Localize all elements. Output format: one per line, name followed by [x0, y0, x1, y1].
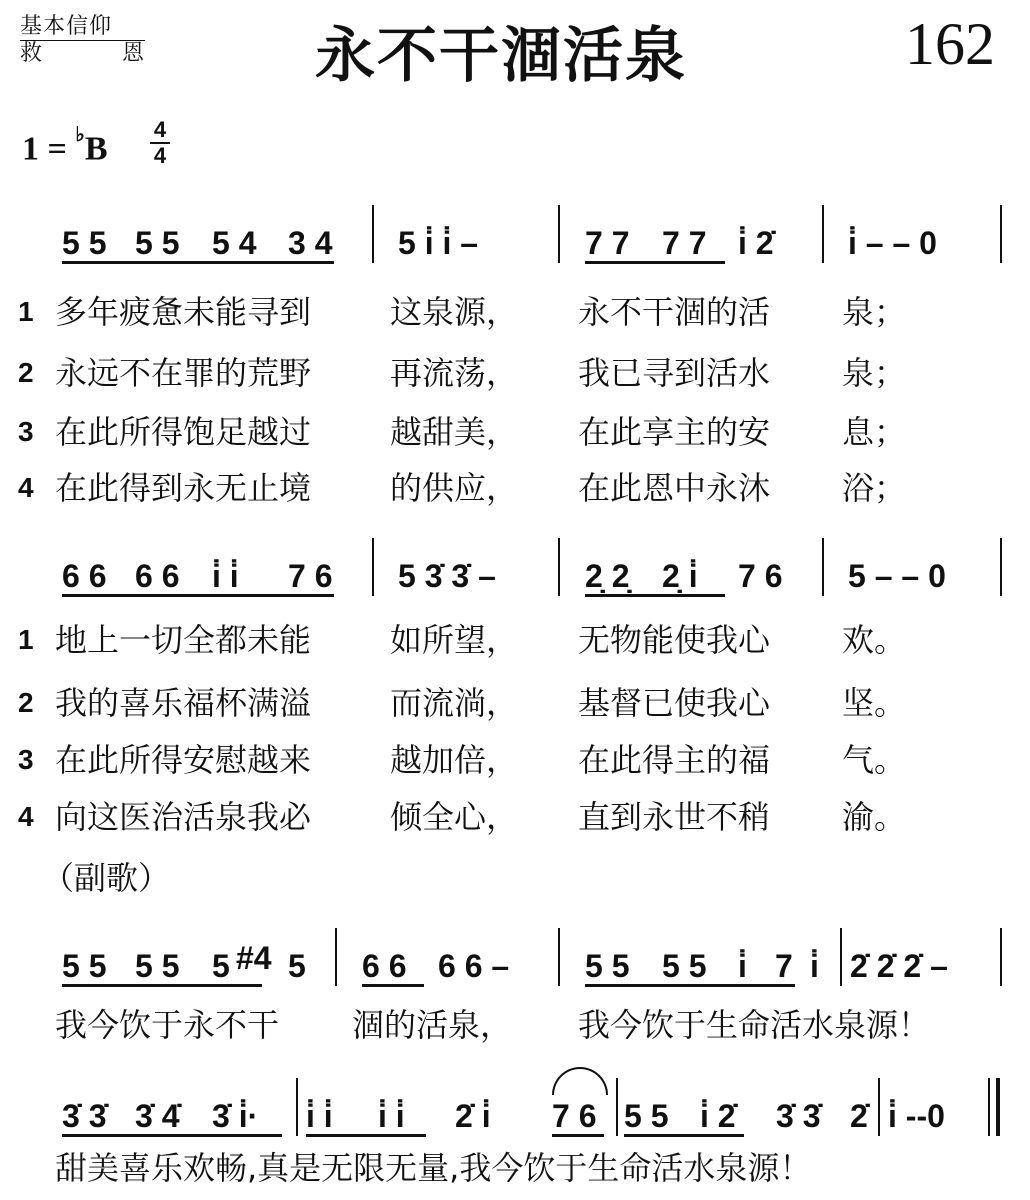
lyric: 向这医治活泉我必 [55, 798, 312, 836]
note-group: 5 4 [212, 225, 257, 261]
note-group: 5 – – 0 [848, 558, 946, 594]
lyric: 渝。 [842, 798, 907, 836]
beam-underline [552, 1134, 604, 1137]
note-group: 2̇ [850, 1098, 868, 1134]
lyric: 永远不在罪的荒野 [55, 354, 312, 392]
category-top: 基本信仰 [20, 14, 145, 41]
time-signature [150, 118, 170, 168]
lyric: 坚。 [842, 684, 907, 722]
note-group: 5 3̇ 3̇ – [398, 558, 496, 594]
note-group: i̇ i̇ [378, 1098, 405, 1134]
lyric: 倾全心， [390, 798, 519, 836]
hymn-title: 永不干涸活泉 [315, 21, 687, 91]
note-group: i̇ 2̇ [700, 1098, 736, 1134]
lyric: 欢。 [842, 621, 907, 659]
lyric: 泉； [842, 354, 907, 392]
key-prefix: 1 = [22, 130, 76, 168]
key-letter: B [84, 130, 108, 168]
note-group: 5 [288, 948, 306, 984]
note-group: 5 5 [585, 948, 630, 984]
verse-number: 2 [18, 687, 34, 718]
note-group: 2̣ i̇ [662, 558, 698, 594]
sharp-note: #4 [236, 940, 272, 976]
note-group: 2̇ i̇ [455, 1098, 491, 1134]
lyric: 在此享主的安 [578, 413, 771, 451]
beam-underline [62, 1134, 282, 1137]
note-group: i̇ 2̇ [738, 225, 774, 261]
chorus-lyric: 甜美喜乐欢畅,真是无限无量,我今饮于生命活水泉源！ [55, 1149, 812, 1187]
beam-underline [62, 261, 334, 264]
lyric: 的供应， [390, 469, 519, 507]
barline [335, 928, 337, 986]
note-group: 5 5 [135, 225, 180, 261]
notation-row-3 [0, 928, 1030, 988]
lyric: 在此恩中永沐 [578, 469, 771, 507]
note-group: 3 4 [288, 225, 333, 261]
barline [1000, 205, 1002, 263]
barline [840, 928, 842, 986]
lyric: 越加倍， [390, 741, 519, 779]
barline [1000, 538, 1002, 596]
lyric: 多年疲惫未能寻到 [55, 293, 312, 331]
barline [1000, 928, 1002, 986]
verse-number: 1 [18, 624, 34, 655]
category-bottom [20, 41, 145, 67]
note-group: 5 5 [62, 948, 107, 984]
lyric: 直到永世不稍 [578, 798, 771, 836]
barline [372, 205, 374, 263]
beam-underline [585, 594, 725, 597]
lyric: 在此得主的福 [578, 741, 771, 779]
hymn-number: 162 [905, 11, 995, 77]
lyric: 永不干涸的活 [578, 293, 771, 331]
lyric: 越甜美， [390, 413, 519, 451]
notation-row-4 [0, 1078, 1030, 1138]
barline [558, 928, 560, 986]
lyric: 地上一切全都未能 [55, 621, 312, 659]
barline [558, 538, 560, 596]
barline [616, 1078, 618, 1136]
barline [988, 1078, 990, 1136]
barline [558, 205, 560, 263]
note-group: 2̇ 2̇ 2̇ – [850, 948, 948, 984]
note-group: 6 6 – [438, 948, 510, 984]
note-group: 2̣ 2̣ [585, 558, 630, 594]
note-group: 6 6 [62, 558, 107, 594]
lyric: 在此得到永无止境 [55, 469, 312, 507]
notation-row-1 [0, 205, 1030, 265]
category-bottom-left: 救 [20, 41, 44, 66]
barline [372, 538, 374, 596]
note-group: i̇ i̇ [306, 1098, 333, 1134]
note-group: 3̇ 4̇ [135, 1098, 180, 1134]
chorus-lyric: 我今饮于生命活水泉源！ [578, 1006, 931, 1044]
beam-underline [306, 1134, 426, 1137]
lyric: 再流荡， [390, 354, 519, 392]
beam-underline [62, 594, 334, 597]
lyric: 泉； [842, 293, 907, 331]
lyric: 基督已使我心 [578, 684, 771, 722]
lyric: 如所望， [390, 621, 519, 659]
flat-icon: ♭ [75, 124, 85, 146]
lyric: 在此所得饱足越过 [55, 413, 312, 451]
beam-underline [585, 261, 725, 264]
category-label [20, 14, 145, 67]
barline [822, 205, 824, 263]
barline [296, 1078, 298, 1136]
time-top: 4 [150, 118, 170, 144]
note-group: 5 5 [62, 225, 107, 261]
note-group: 6 6 [362, 948, 407, 984]
note-group: 3̇ 3̇ [62, 1098, 107, 1134]
beam-underline [362, 984, 424, 987]
note-group: i̇ --0 [888, 1098, 945, 1134]
note-group: 7 7 [662, 225, 707, 261]
verse-number: 3 [18, 744, 34, 775]
time-bottom: 4 [153, 143, 167, 168]
note-group: 7 7 [585, 225, 630, 261]
note-group: 6 6 [135, 558, 180, 594]
lyric: 这泉源， [390, 293, 519, 331]
note-group: 5 i̇ i̇ – [398, 225, 479, 261]
verse-number: 4 [18, 801, 34, 832]
lyric: 浴； [842, 469, 907, 507]
note-group: i̇ [738, 948, 747, 984]
lyric: 我的喜乐福杯满溢 [55, 684, 312, 722]
note-group: 5 5 [624, 1098, 669, 1134]
lyric: 息； [842, 413, 907, 451]
notation-row-2 [0, 538, 1030, 598]
verse-number: 3 [18, 416, 34, 447]
beam-underline [624, 1134, 744, 1137]
note-group: i̇ [810, 948, 819, 984]
beam-underline [585, 984, 795, 987]
barline [878, 1078, 880, 1136]
note-group: 3̇ i̇· [212, 1098, 259, 1134]
verse-number: 4 [18, 472, 34, 503]
note-group: i̇ – – 0 [848, 225, 937, 261]
note-group: 7 6 [288, 558, 333, 594]
chorus-lyric: 我今饮于永不干 [55, 1006, 280, 1044]
verse-number: 2 [18, 357, 34, 388]
lyric: 气。 [842, 741, 907, 779]
beam-underline [62, 984, 262, 987]
category-bottom-right: 恩 [121, 41, 145, 66]
lyric: 我已寻到活水 [578, 354, 771, 392]
chorus-label: （副歌） [42, 859, 171, 897]
note-group: 5 [212, 948, 230, 984]
note-group: 5 5 [135, 948, 180, 984]
chorus-lyric: 涸的活泉， [352, 1006, 513, 1044]
lyric: 在此所得安慰越来 [55, 741, 312, 779]
verse-number: 1 [18, 296, 34, 327]
final-barline [996, 1078, 1000, 1136]
note-group: i̇ i̇ [212, 558, 239, 594]
note-group: 5 5 [662, 948, 707, 984]
note-group: 3̇ 3̇ [776, 1098, 821, 1134]
lyric: 无物能使我心 [578, 621, 771, 659]
note-group: 7 [775, 948, 793, 984]
key-signature [22, 124, 108, 168]
barline [822, 538, 824, 596]
note-group: 7 6 [552, 1098, 597, 1134]
note-group: 7 6 [738, 558, 783, 594]
lyric: 而流淌， [390, 684, 519, 722]
